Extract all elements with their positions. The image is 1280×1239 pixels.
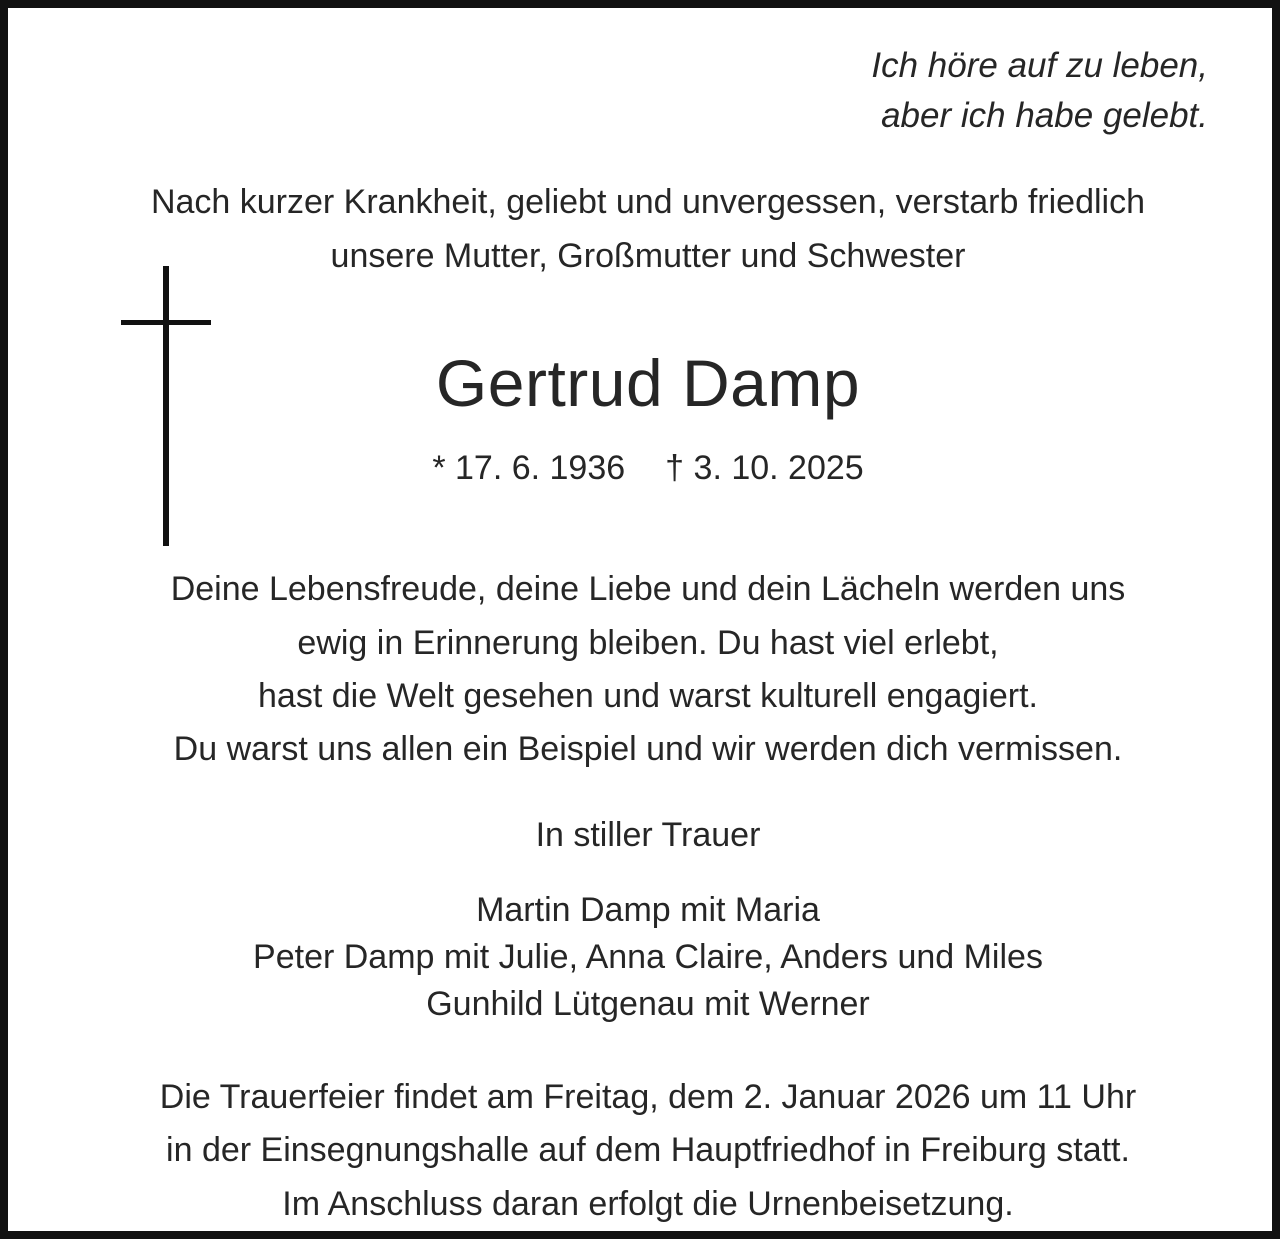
mourner-line-1: Martin Damp mit Maria — [476, 891, 820, 929]
birth-symbol: * — [432, 449, 446, 487]
tribute-line-3: hast die Welt gesehen und warst kulturell engagiert. — [258, 677, 1038, 715]
tribute-line-1: Deine Lebensfreude, deine Liebe und dein Lächeln werden uns — [170, 570, 1126, 608]
birth-date: 17. 6. 1936 — [455, 449, 626, 487]
motto-line-2: aber ich habe gelebt. — [881, 96, 1208, 135]
deceased-name: Gertrud Damp — [435, 346, 861, 420]
death-date: 3. 10. 2025 — [693, 449, 864, 487]
ceremony-line-3: Im Anschluss daran erfolgt die Urnenbeisetzung. — [282, 1185, 1014, 1223]
motto-line-1: Ich höre auf zu leben, — [871, 46, 1208, 85]
ceremony-line-2: in der Einsegnungshalle auf dem Hauptfriedhof in Freiburg statt. — [166, 1131, 1130, 1169]
mourning-label: In stiller Trauer — [535, 816, 761, 854]
intro-line-2: unsere Mutter, Großmutter und Schwester — [330, 237, 966, 275]
mourner-line-3: Gunhild Lütgenau mit Werner — [426, 985, 870, 1023]
ceremony-line-1: Die Trauerfeier findet am Freitag, dem 2. Januar 2026 um 11 Uhr — [159, 1078, 1137, 1116]
mourner-line-2: Peter Damp mit Julie, Anna Claire, Anders und Miles — [253, 938, 1043, 976]
death-symbol: † — [665, 449, 685, 487]
life-dates — [8, 448, 1280, 488]
tribute-line-2: ewig in Erinnerung bleiben. Du hast viel erlebt, — [297, 624, 999, 662]
tribute-line-4: Du warst uns allen ein Beispiel und wir werden dich vermissen. — [173, 730, 1123, 768]
cross-icon-bar — [121, 320, 211, 325]
intro-line-1: Nach kurzer Krankheit, geliebt und unvergessen, verstarb friedlich — [150, 183, 1146, 221]
